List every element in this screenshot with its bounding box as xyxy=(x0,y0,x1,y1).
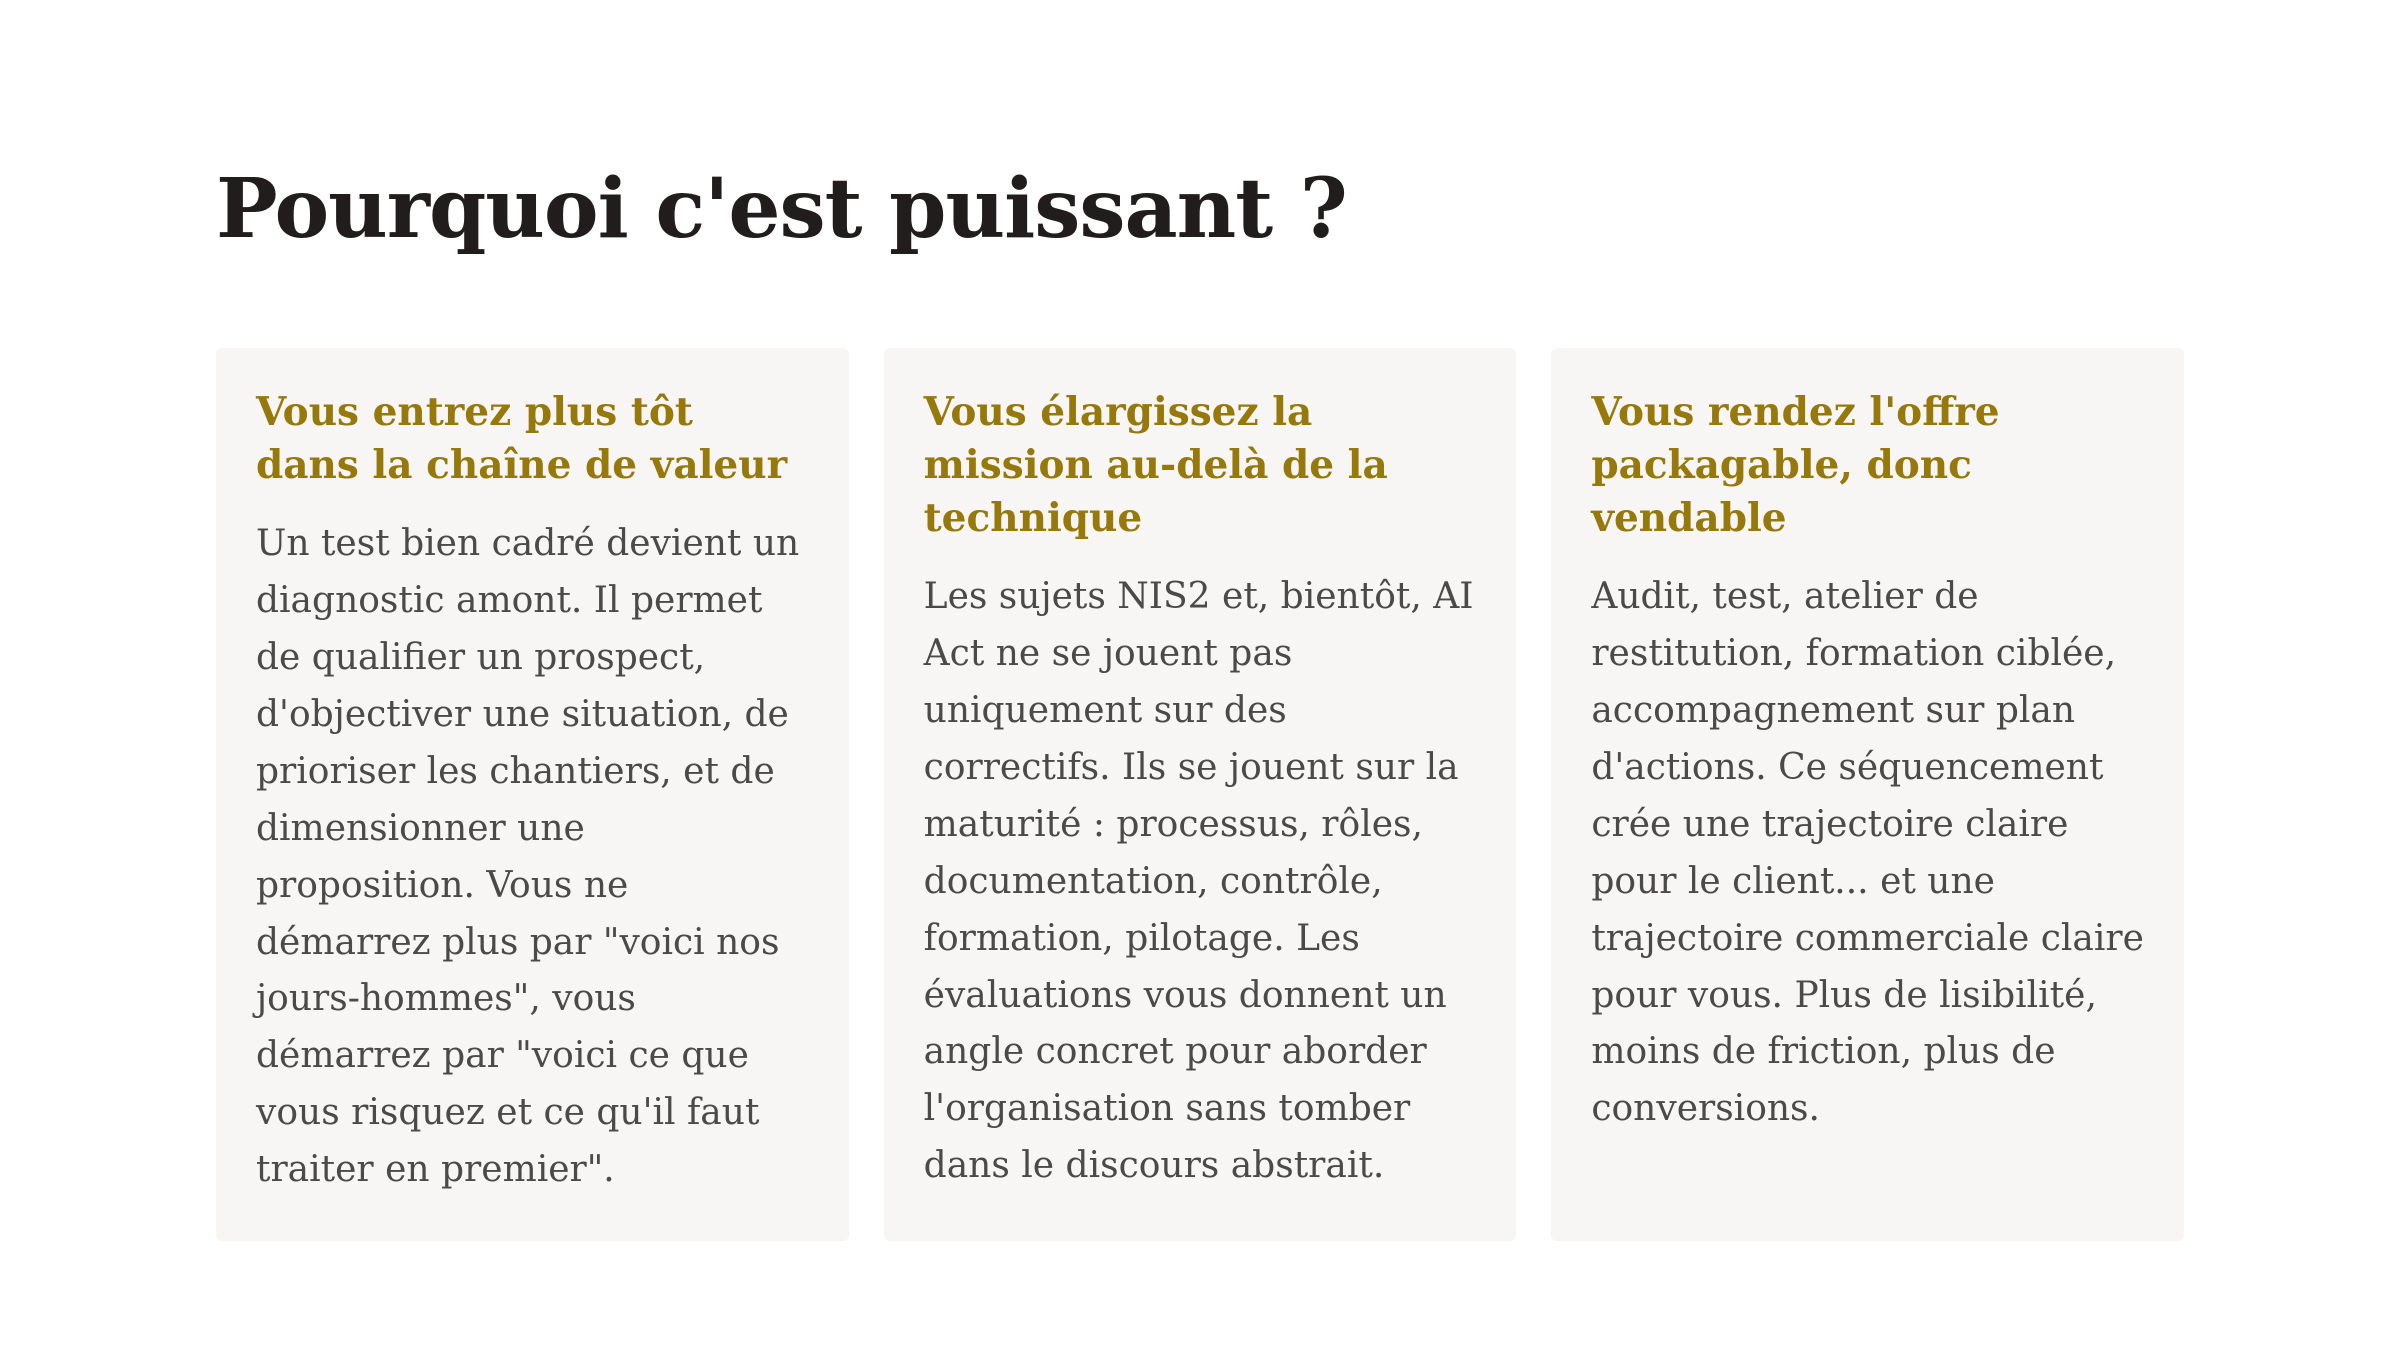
card-body: Audit, test, atelier de restitution, formation ciblée, accompagnement sur plan d'actions. Ce séquencement crée une trajectoire claire pour le client... et une trajectoire commerciale claire pour vous. Plus de lisibilité, moins de friction, plus de conversions. xyxy=(1591,576,2144,1130)
card-title: Vous rendez l'offre packagable, donc vendable xyxy=(1591,389,2000,542)
benefit-card-2 xyxy=(884,348,1517,1241)
benefit-cards-grid xyxy=(216,348,2184,1241)
benefit-card-3 xyxy=(1551,348,2184,1241)
page-title: Pourquoi c'est puissant ? xyxy=(216,161,1347,257)
card-title: Vous élargissez la mission au-delà de la technique xyxy=(923,389,1388,542)
card-body: Un test bien cadré devient un diagnostic amont. Il permet de qualifier un prospect, d'objectiver une situation, de prioriser les chantiers, et de dimensionner une proposition. Vous ne démarrez plus par "voici nos jours-hommes", vous démarrez par "voici ce que vous risquez et ce qu'il faut traiter en premier". xyxy=(256,523,800,1191)
card-title: Vous entrez plus tôt dans la chaîne de valeur xyxy=(256,389,788,489)
benefit-card-1 xyxy=(216,348,849,1241)
card-body: Les sujets NIS2 et, bientôt, AI Act ne se jouent pas uniquement sur des correctifs. Ils se jouent sur la maturité : processus, rôles, documentation, contrôle, formation, pilotage. Les évaluations vous donnent un angle concret pour aborder l'organisation sans tomber dans le discours abstrait. xyxy=(923,576,1474,1187)
